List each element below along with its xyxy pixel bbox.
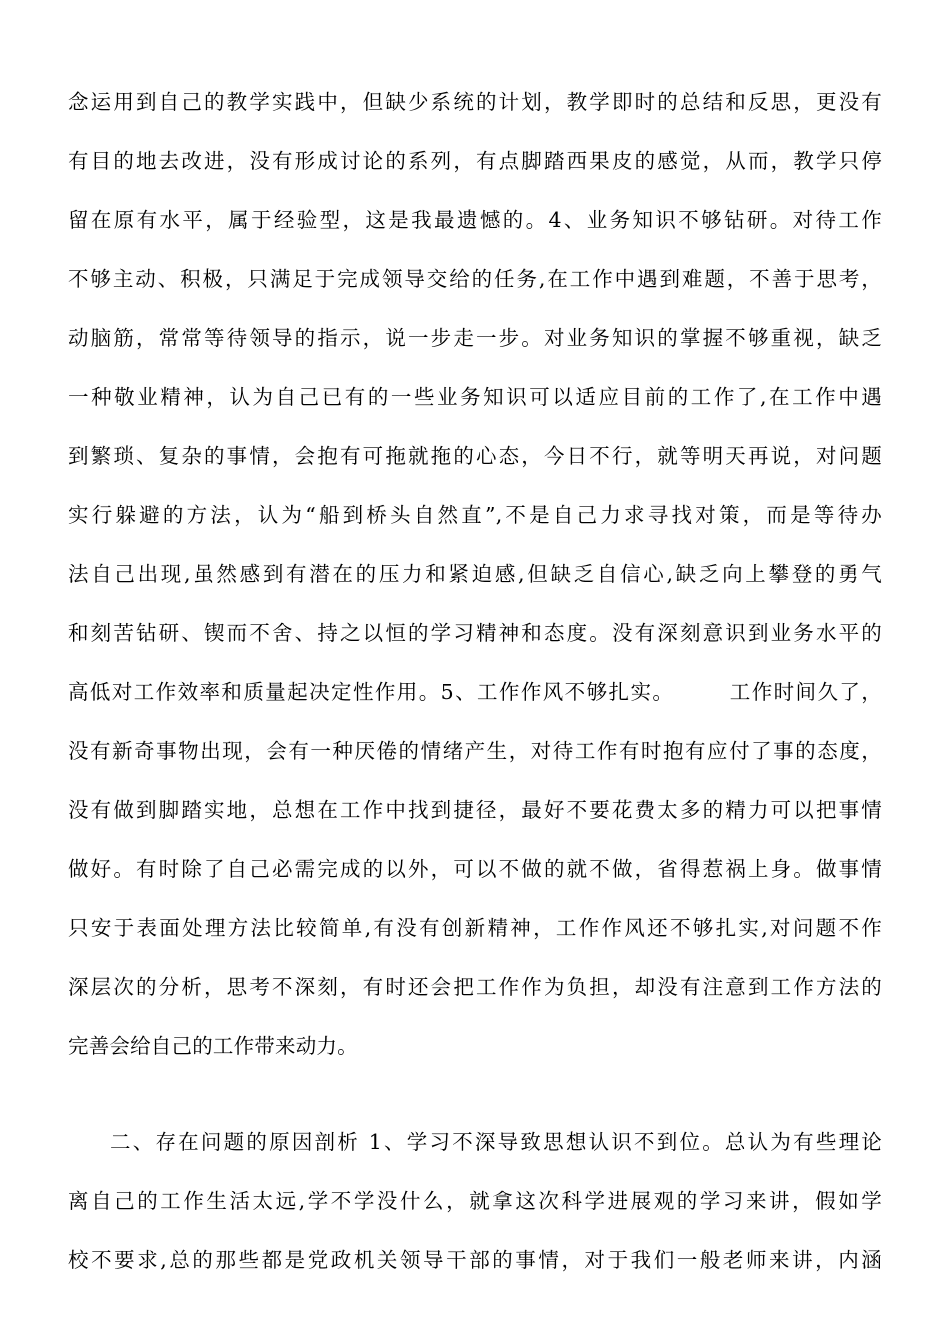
text-line: 校不要求,总的那些都是党政机关领导干部的事情，对于我们一般老师来讲，内涵 [68, 1248, 882, 1272]
text-line: 高低对工作效率和质量起决定性作用。5、工作作风不够扎实。 工作时间久了， [68, 680, 882, 704]
text-line: 留在原有水平，属于经验型，这是我最遗憾的。4、业务知识不够钻研。对待工作 [68, 208, 882, 232]
text-line: 深层次的分析，思考不深刻，有时还会把工作作为负担，却没有注意到工作方法的 [68, 975, 882, 999]
text-line: 和刻苦钻研、锲而不舍、持之以恒的学习精神和态度。没有深刻意识到业务水平的 [68, 621, 882, 645]
text-line: 到繁琐、复杂的事情，会抱有可拖就拖的心态，今日不行，就等明天再说，对问题 [68, 444, 882, 468]
text-line: 完善会给自己的工作带来动力。 [68, 1034, 358, 1058]
text-line: 做好。有时除了自己必需完成的以外，可以不做的就不做，省得惹祸上身。做事情 [68, 857, 882, 881]
text-line: 没有新奇事物出现，会有一种厌倦的情绪产生，对待工作有时抱有应付了事的态度， [68, 739, 882, 763]
text-line: 只安于表面处理方法比较简单,有没有创新精神，工作作风还不够扎实,对问题不作 [68, 916, 882, 940]
text-line: 实行躲避的方法，认为“船到桥头自然直”,不是自己力求寻找对策，而是等待办 [68, 503, 882, 527]
text-line: 念运用到自己的教学实践中，但缺少系统的计划，教学即时的总结和反思，更没有 [68, 90, 882, 114]
text-line: 没有做到脚踏实地，总想在工作中找到捷径，最好不要花费太多的精力可以把事情 [68, 798, 882, 822]
text-line: 不够主动、积极，只满足于完成领导交给的任务,在工作中遇到难题，不善于思考， [68, 267, 882, 291]
text-line: 一种敬业精神，认为自己已有的一些业务知识可以适应目前的工作了,在工作中遇 [68, 385, 882, 409]
text-line: 有目的地去改进，没有形成讨论的系列，有点脚踏西果皮的感觉，从而，教学只停 [68, 149, 882, 173]
text-line: 法自己出现,虽然感到有潜在的压力和紧迫感,但缺乏自信心,缺乏向上攀登的勇气 [68, 562, 882, 586]
text-line: 动脑筋，常常等待领导的指示，说一步走一步。对业务知识的掌握不够重视，缺乏 [68, 326, 882, 350]
text-line: 二、存在问题的原因剖析 1、学习不深导致思想认识不到位。总认为有些理论 [110, 1130, 882, 1154]
text-line: 离自己的工作生活太远,学不学没什么，就拿这次科学进展观的学习来讲，假如学 [68, 1189, 882, 1213]
